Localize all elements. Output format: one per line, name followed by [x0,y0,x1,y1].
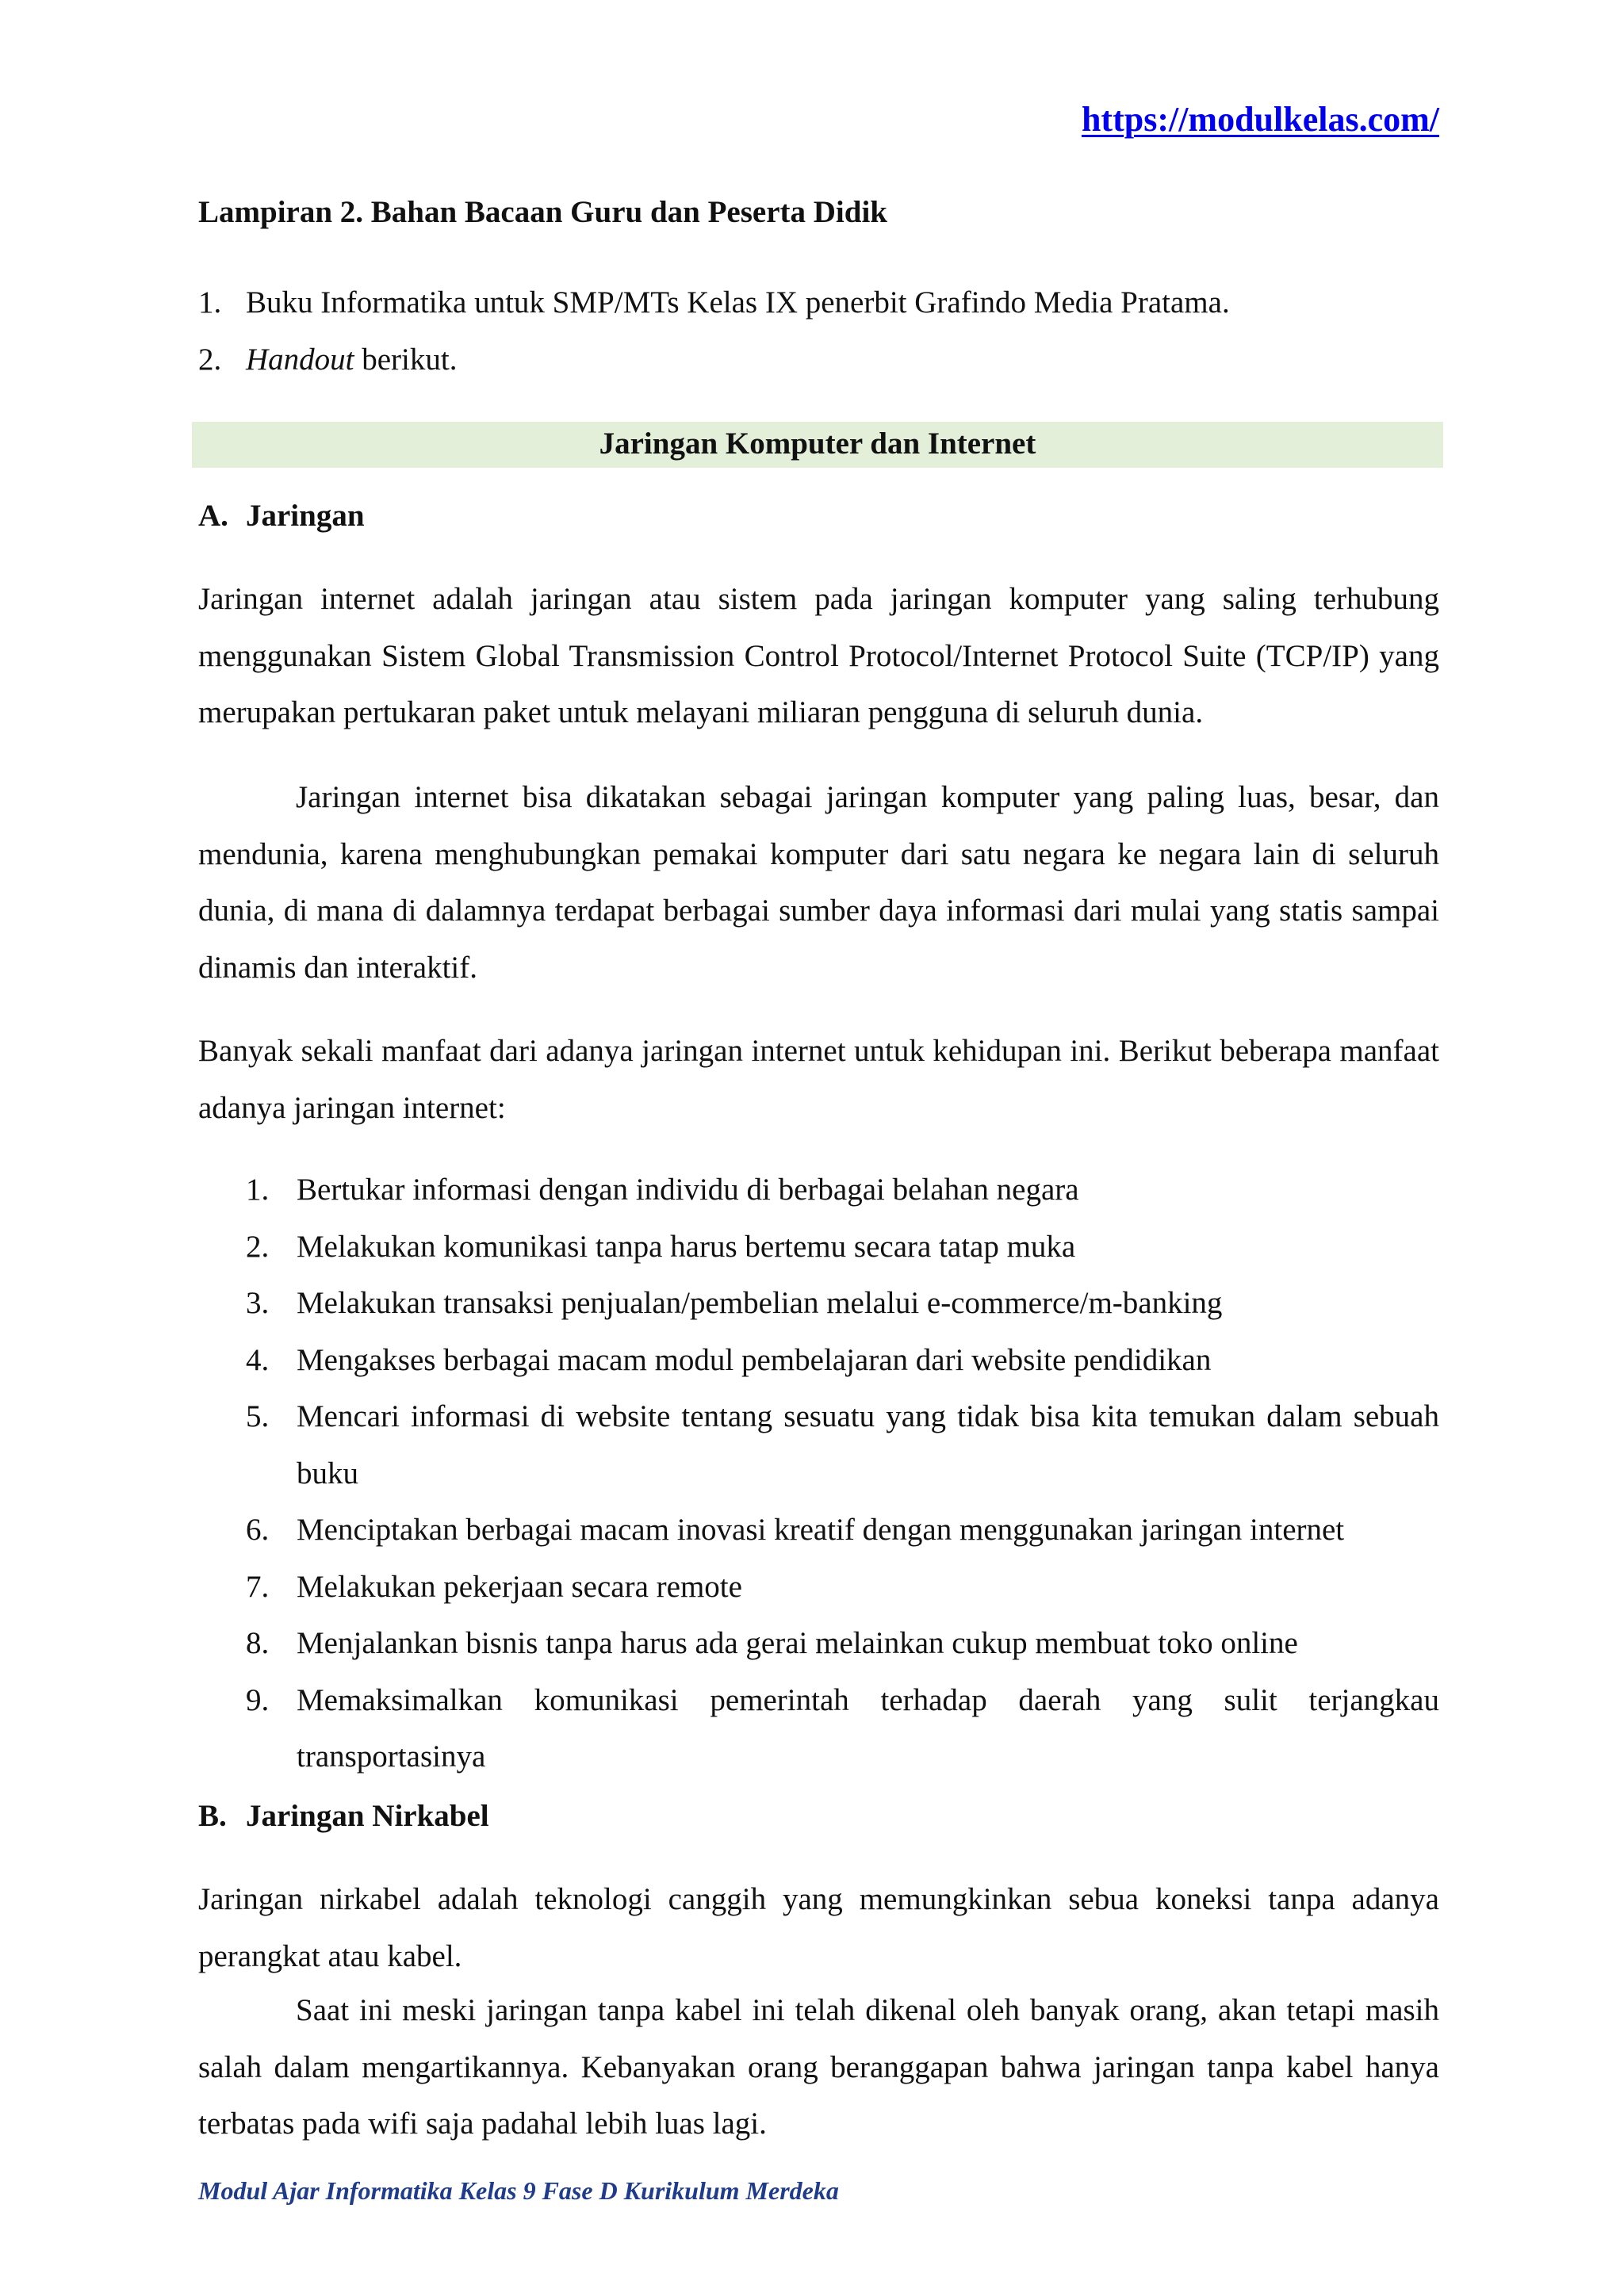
list-item-number: 1. [246,1173,270,1207]
list-item-text: Mengakses berbagai macam modul pembelajaran dari website pendidikan [297,1342,1212,1377]
list-item-text: Bertukar informasi dengan individu di berbagai belahan negara [297,1173,1079,1207]
list-item-number: 5. [246,1399,270,1433]
list-item [246,1615,1439,1672]
section-b-paragraph-1: Jaringan nirkabel adalah teknologi canggih yang memungkinkan sebua koneksi tanpa adanya perangkat atau kabel. [198,1882,1439,1973]
topic-title-bar: Jaringan Komputer dan Internet [192,422,1443,468]
reference-number: 1. [198,285,222,320]
page-footer: Modul Ajar Informatika Kelas 9 Fase D Kurikulum Merdeka [198,2176,839,2205]
reference-item [198,340,1439,397]
document-page [198,0,1439,2296]
header-url-link[interactable]: https://modulkelas.com/ [1081,100,1439,139]
section-b-letter: B. [198,1799,227,1833]
lampiran-title: Lampiran 2. Bahan Bacaan Guru dan Peserta Didik [198,195,887,229]
reference-text: Buku Informatika untuk SMP/MTs Kelas IX penerbit Grafindo Media Pratama. [246,285,1230,320]
list-item-number: 4. [246,1342,270,1377]
list-item-text: Melakukan transaksi penjualan/pembelian melalui e-commerce/m-banking [297,1286,1223,1320]
list-item-number: 7. [246,1569,270,1604]
list-item [246,1672,1439,1785]
list-item [246,1219,1439,1276]
list-item [246,1502,1439,1559]
list-item-number: 6. [246,1513,270,1547]
list-item [246,1559,1439,1616]
section-a-paragraph-3: Banyak sekali manfaat dari adanya jaringan internet untuk kehidupan ini. Berikut beberapa manfaat adanya jaringan internet: [198,1034,1439,1125]
list-item-number: 8. [246,1626,270,1660]
reference-number: 2. [198,342,222,377]
section-b-title: Jaringan Nirkabel [246,1799,489,1833]
list-item-text: Menjalankan bisnis tanpa harus ada gerai melainkan cukup membuat toko online [297,1626,1298,1660]
list-item-text: Memaksimalkan komunikasi pemerintah terhadap daerah yang sulit terjangkau transportasinya [297,1682,1439,1774]
section-a-heading [198,498,365,534]
list-item [246,1388,1439,1502]
list-item [246,1161,1439,1219]
section-a-paragraph-2: Jaringan internet bisa dikatakan sebagai jaringan komputer yang paling luas, besar, dan mendunia, karena menghubungkan pemakai komputer dari satu negara ke negara lain di seluruh dunia, di mana di dalamnya terdapat berbagai sumber daya informasi dari mulai yang statis sampai dinamis dan interaktif. [198,780,1439,985]
reference-item [198,283,1439,340]
list-item-text: Mencari informasi di website tentang sesuatu yang tidak bisa kita temukan dalam sebuah buku [297,1399,1439,1490]
section-a-paragraph-1: Jaringan internet adalah jaringan atau sistem pada jaringan komputer yang saling terhubung menggunakan Sistem Global Transmission Control Protocol/Internet Protocol Suite (TCP/IP) yang merupakan pertukaran paket untuk melayani miliaran pengguna di seluruh dunia. [198,582,1439,729]
list-item-text: Menciptakan berbagai macam inovasi kreatif dengan menggunakan jaringan internet [297,1513,1345,1547]
list-item [246,1275,1439,1332]
section-a-letter: A. [198,499,228,533]
list-item-text: Melakukan komunikasi tanpa harus bertemu secara tatap muka [297,1229,1076,1264]
reference-list [198,283,1439,397]
reference-italic-text: Handout [246,342,354,377]
list-item-number: 3. [246,1286,270,1320]
reference-text: berikut. [354,342,458,377]
section-b-heading [198,1798,489,1834]
list-item [246,1332,1439,1389]
benefit-list [246,1161,1439,1785]
list-item-text: Melakukan pekerjaan secara remote [297,1569,742,1604]
section-b-paragraph-2: Saat ini meski jaringan tanpa kabel ini telah dikenal oleh banyak orang, akan tetapi masih salah dalam mengartikannya. Kebanyakan orang beranggapan bahwa jaringan tanpa kabel hanya terbatas pada wifi saja padahal lebih luas lagi. [198,1993,1439,2141]
section-a-title: Jaringan [246,499,365,533]
list-item-number: 9. [246,1682,270,1717]
list-item-number: 2. [246,1229,270,1264]
